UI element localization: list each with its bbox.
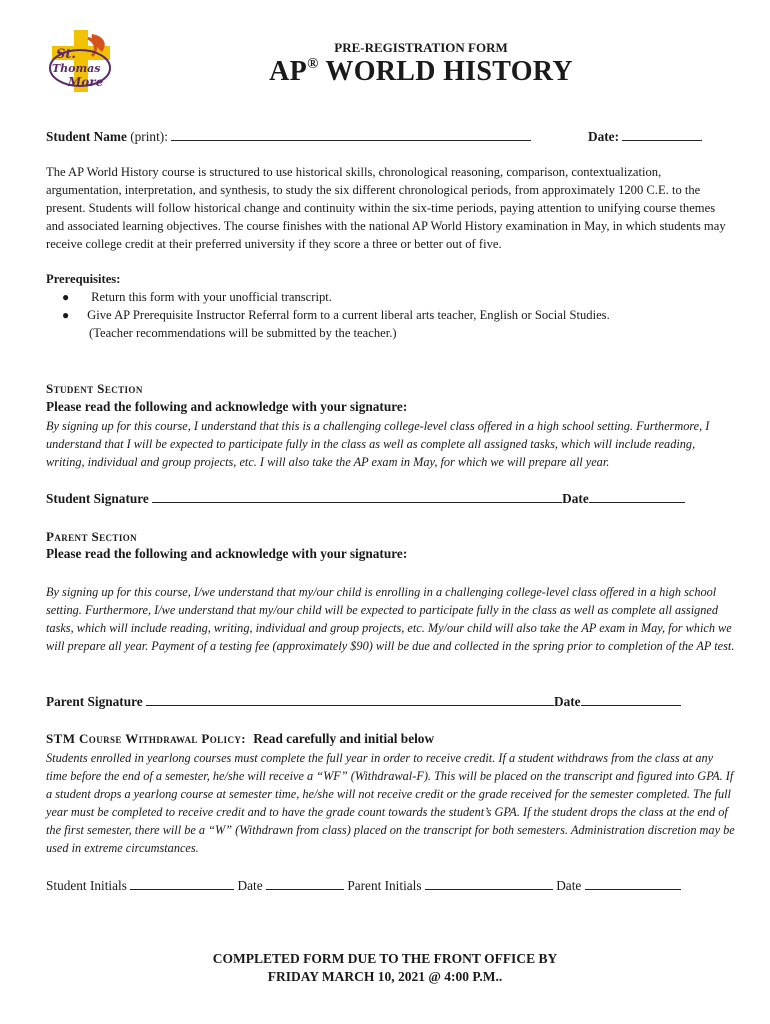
- student-name-row: [46, 128, 531, 145]
- svg-text:More: More: [68, 75, 104, 89]
- parent-initials-label: Parent Initials: [347, 878, 422, 893]
- prereq-item-label: Give AP Prerequisite Instructor Referral form to a current liberal arts teacher, English or Social Studies.: [87, 308, 610, 322]
- student-date-field[interactable]: [622, 128, 702, 141]
- course-description: The AP World History course is structured to use historical skills, chronological reasoning, comparison, contextualization, argumentation, interpretation, and synthesis, to study the six different chronological periods, from approximately 1200 C.E. to the present. Students will follow historical change and continuity within the six-time periods, paying attention to unifying course themes and associated learning objectives. The course finishes with the national AP World History examination in May, in which students may receive college credit at their preferred university if they score a three or better out of five.: [46, 165, 726, 251]
- parent-initials-date-field[interactable]: [585, 877, 681, 890]
- student-signature-date-label: Date: [562, 491, 589, 506]
- student-section-text: By signing up for this course, I understand that this is a challenging college-level class offered in a high school setting. Furthermore, I understand that I will be expected to participate fully in the class as well as complete all assigned tasks, which will include reading, writing, individual and group projects, etc. I will also take the AP exam in May, for which we will prepare all year.: [46, 419, 710, 469]
- student-signature-row: [46, 490, 685, 507]
- bullet-icon: ●: [62, 308, 70, 322]
- title-ap: AP: [269, 56, 308, 87]
- bullet-icon: ●: [62, 290, 70, 304]
- parent-signature-row: [46, 693, 681, 710]
- student-name-label: Student Name: [46, 129, 127, 144]
- student-signature-field[interactable]: [152, 490, 562, 503]
- parent-signature-date-field[interactable]: [581, 693, 681, 706]
- page-title: [0, 56, 770, 88]
- student-initials-label: Student Initials: [46, 878, 127, 893]
- student-date-label: Date:: [588, 129, 620, 144]
- parent-initials-date-label: Date: [556, 878, 582, 893]
- policy-instruction: Read carefully and initial below: [253, 731, 435, 746]
- student-section-heading: Student Section: [46, 381, 143, 396]
- title-rest: WORLD HISTORY: [325, 56, 573, 87]
- due-notice-line2: FRIDAY MARCH 10, 2021 @ 4:00 P.M..: [267, 969, 503, 984]
- parent-section-text: By signing up for this course, I/we understand that my/our child is enrolling in a challenging college-level class offered in a high school setting. Furthermore, I/we understand that my/our child will be expected to participate fully in the class as well as complete all assigned tasks, which will include reading, writing, individual and group projects, etc. My/our child will also take the AP exam in May, for which we will prepare all year. Payment of a testing fee (approximately $90) will be due and collected in the spring prior to completion of the AP test.: [46, 585, 735, 653]
- parent-signature-label: Parent Signature: [46, 694, 143, 709]
- prereq-item: [62, 306, 722, 324]
- prereq-note: (Teacher recommendations will be submitted by the teacher.): [89, 326, 397, 340]
- student-name-hint: (print):: [130, 129, 168, 144]
- student-name-field[interactable]: [171, 128, 531, 141]
- due-notice-line1: COMPLETED FORM DUE TO THE FRONT OFFICE BY: [212, 951, 558, 966]
- parent-section-heading: Parent Section: [46, 529, 138, 544]
- policy-heading-row: [46, 731, 434, 747]
- parent-signature-date-label: Date: [553, 694, 581, 709]
- svg-text:Thomas: Thomas: [52, 62, 101, 75]
- svg-text:St.: St.: [56, 47, 76, 62]
- student-section-instruction: Please read the following and acknowledge with your signature:: [46, 399, 408, 414]
- student-initials-field[interactable]: [130, 877, 234, 890]
- registered-mark: ®: [307, 55, 319, 72]
- prereq-item-label: Return this form with your unofficial transcript.: [91, 290, 332, 304]
- initials-date-field[interactable]: [266, 877, 344, 890]
- student-signature-label: Student Signature: [46, 491, 149, 506]
- parent-signature-field[interactable]: [146, 693, 554, 706]
- form-label: PRE-REGISTRATION FORM: [334, 40, 508, 55]
- prerequisites-title: Prerequisites:: [46, 272, 121, 286]
- initials-date-label: Date: [237, 878, 263, 893]
- prereq-item: [62, 288, 712, 306]
- student-date-row: [588, 128, 702, 145]
- policy-text: Students enrolled in yearlong courses must complete the full year in order to receive credit. If a student withdraws from the class at any time before the end of a semester, he/she will receive a “WF” (Withdrawal-F). This will be placed on the transcript and figured into GPA. If a student drops a yearlong course at semester time, he/she will not receive credit or the grade received for the semester completed. The full year must be completed to receive credit and to have the grade count towards the student’s GPA. If the student drops the class at the end of the first semester, there will be a “W” (Withdrawn from class) placed on the transcript for both semesters. Administration discretion may be used in extreme circumstances.: [46, 751, 735, 855]
- initials-row: [46, 877, 681, 894]
- policy-heading: STM Course Withdrawal Policy:: [46, 731, 246, 746]
- student-signature-date-field[interactable]: [589, 490, 685, 503]
- parent-initials-field[interactable]: [425, 877, 553, 890]
- parent-section-instruction: Please read the following and acknowledge with your signature:: [46, 546, 408, 561]
